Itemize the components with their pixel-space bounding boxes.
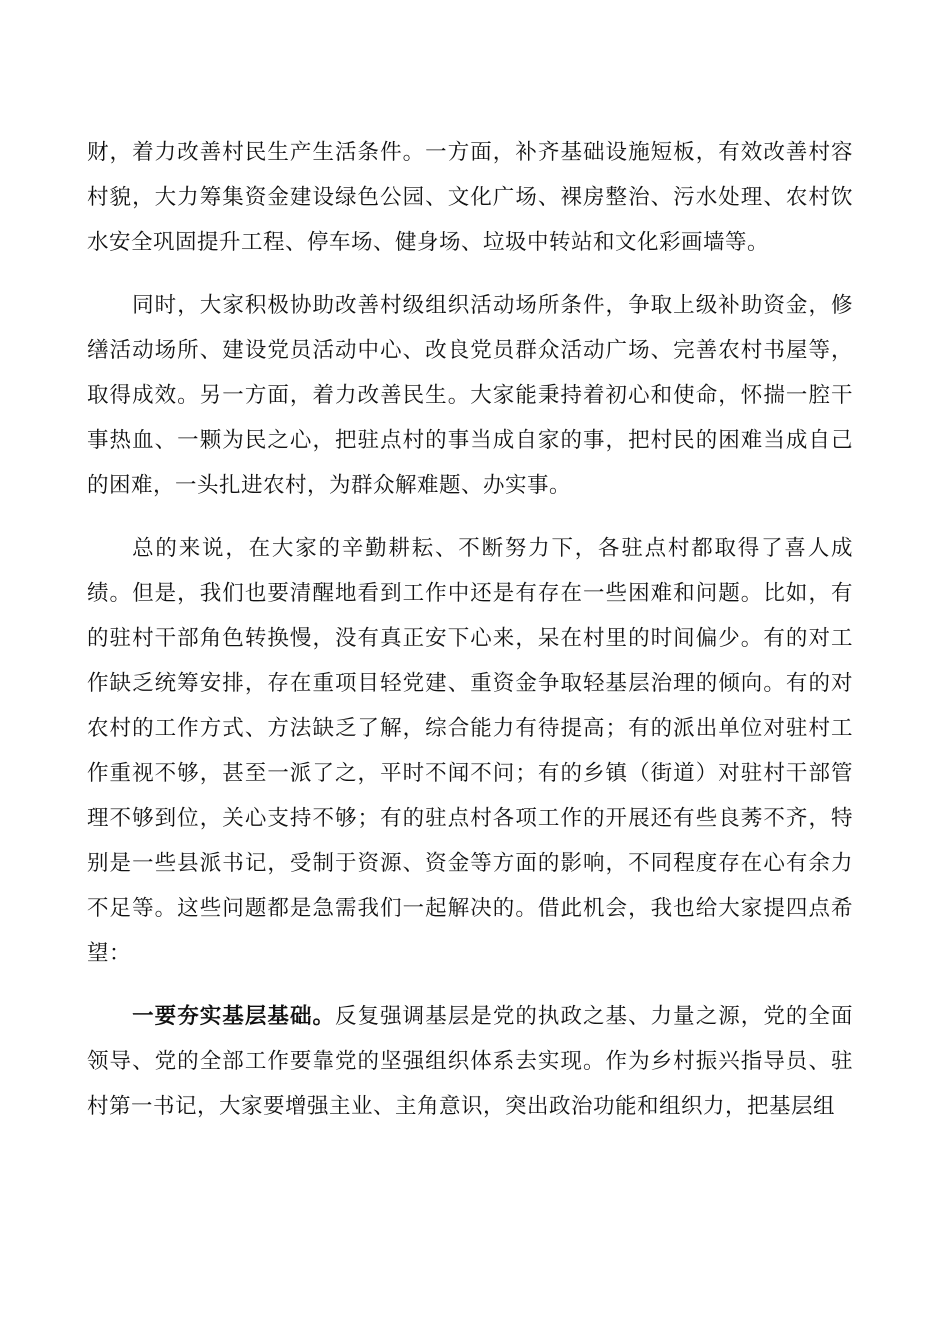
paragraph-1-text: 财，着力改善村民生产生活条件。一方面，补齐基础设施短板，有效改善村容村貌，大力筹集资金建设绿色公园、文化广场、裸房整治、污水处理、农村饮水安全巩固提升工程、停车场、健身场、垃圾中转站和文化彩画墙等。 — [87, 140, 853, 255]
paragraph-2-text: 同时，大家积极协助改善村级组织活动场所条件，争取上级补助资金，修缮活动场所、建设党员活动中心、改良党员群众活动广场、完善农村书屋等，取得成效。另一方面，着力改善民生。大家能秉持着初心和使命，怀揣一腔干事热血、一颗为民之心，把驻点村的事当成自家的事，把村民的困难当成自己的困难，一头扎进农村，为群众解难题、办实事。 — [87, 293, 853, 498]
paragraph-3 — [87, 526, 853, 976]
paragraph-4-lead: 一要夯实基层基础。 — [132, 1004, 336, 1029]
document-body — [87, 130, 853, 1147]
paragraph-4-text: 反复强调基层是党的执政之基、力量之源，党的全面领导、党的全部工作要靠党的坚强组织体系去实现。作为乡村振兴指导员、驻村第一书记，大家要增强主业、主角意识，突出政治功能和组织力，把基层组 — [87, 1004, 853, 1119]
paragraph-4 — [87, 994, 853, 1129]
paragraph-1 — [87, 130, 853, 265]
paragraph-3-text: 总的来说，在大家的辛勤耕耘、不断努力下，各驻点村都取得了喜人成绩。但是，我们也要清醒地看到工作中还是有存在一些困难和问题。比如，有的驻村干部角色转换慢，没有真正安下心来，呆在村里的时间偏少。有的对工作缺乏统筹安排，存在重项目轻党建、重资金争取轻基层治理的倾向。有的对农村的工作方式、方法缺乏了解，综合能力有待提高；有的派出单位对驻村工作重视不够，甚至一派了之，平时不闻不问；有的乡镇（街道）对驻村干部管理不够到位，关心支持不够；有的驻点村各项工作的开展还有些良莠不齐，特别是一些县派书记，受制于资源、资金等方面的影响，不同程度存在心有余力不足等。这些问题都是急需我们一起解决的。借此机会，我也给大家提四点希望： — [87, 536, 853, 966]
paragraph-2 — [87, 283, 853, 508]
